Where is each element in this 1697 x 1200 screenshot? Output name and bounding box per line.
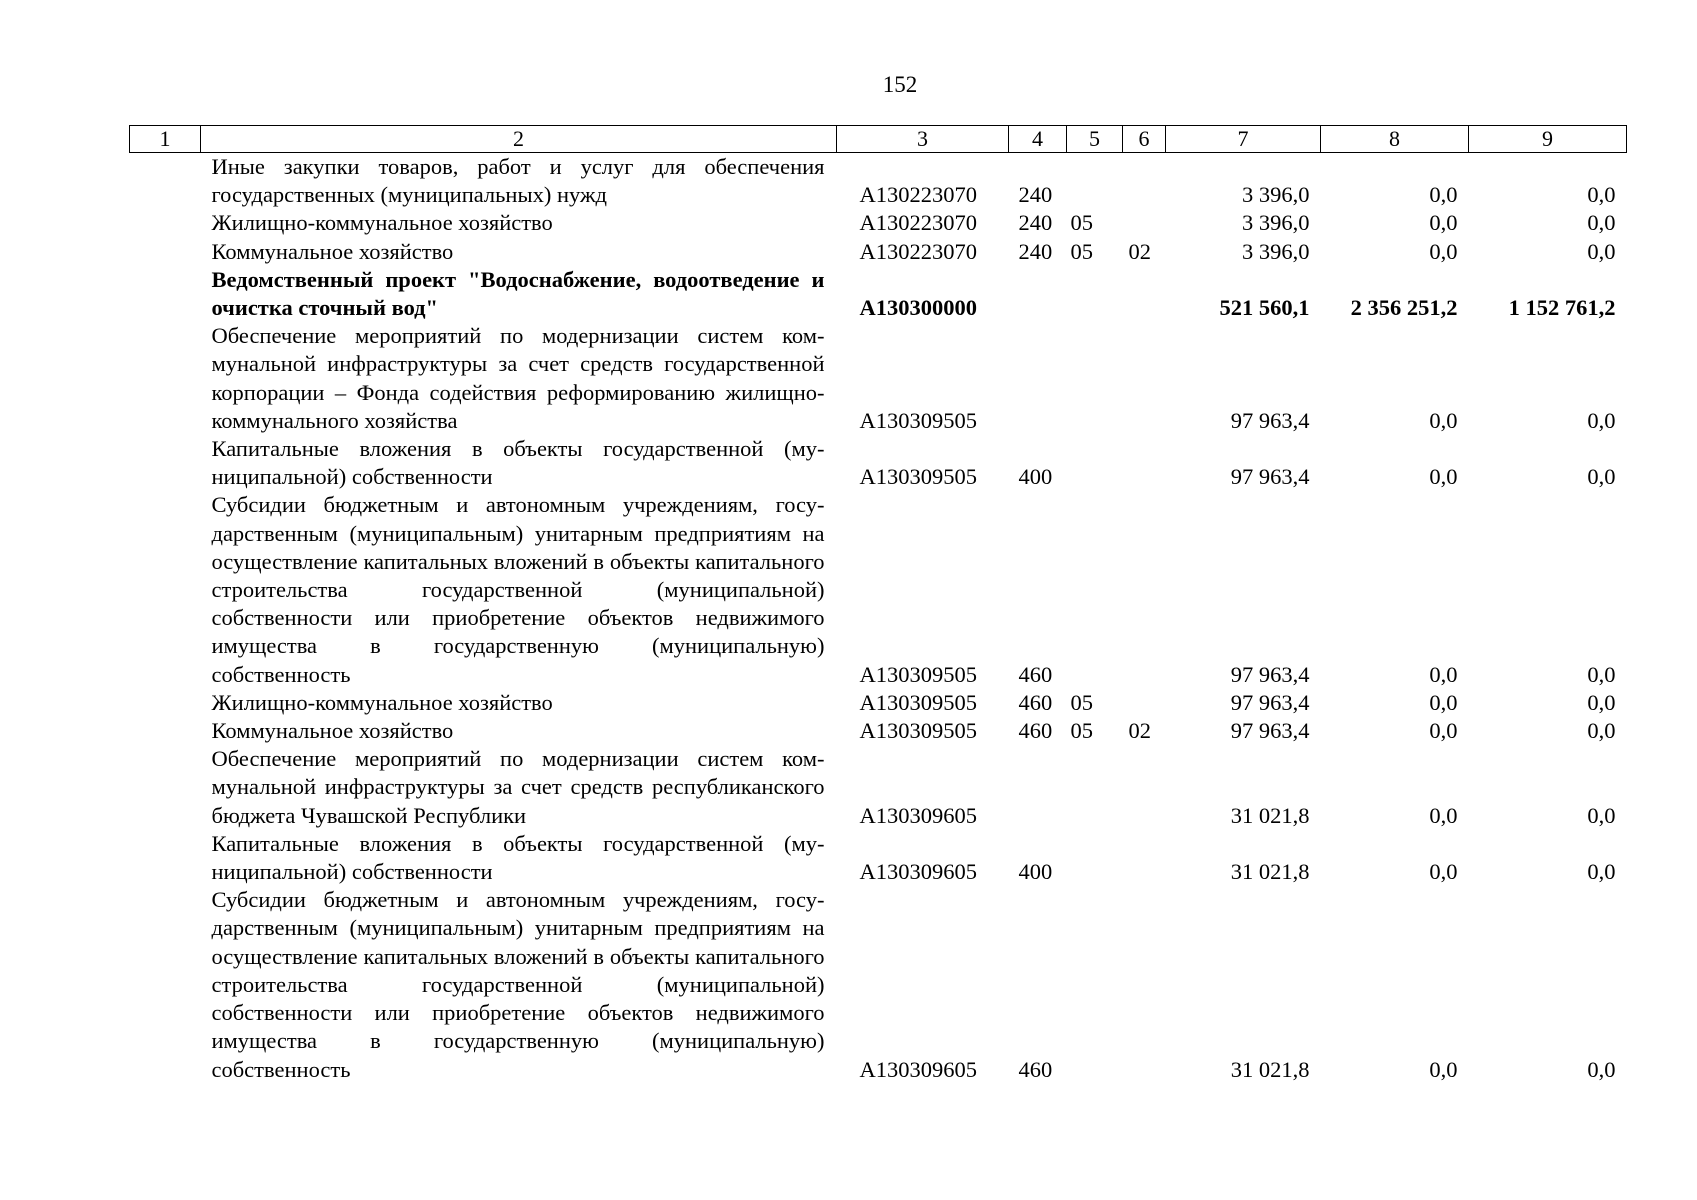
table-row: [130, 238, 1627, 266]
expense-group-cell: 460: [1018, 1056, 1053, 1082]
amount-year3-cell: 0,0: [1587, 210, 1616, 236]
amount-year3-cell: 0,0: [1587, 238, 1616, 264]
amount-year3-cell: 0,0: [1587, 464, 1616, 490]
section-cell: [1067, 153, 1123, 210]
row-number-cell: [130, 209, 201, 237]
subsection-cell: [1123, 322, 1166, 435]
table-body: [130, 153, 1627, 1084]
table-row: [130, 689, 1627, 717]
column-header-2: 2: [201, 126, 837, 153]
item-name-cell: Субсидии бюджетным и автономным учреждениям, государственным (муниципальным) унитарным предприятиям на осуществление капитальных вложений в объекты капитального строительства государственной (муниципальной) собственности или приобретение объектов недвижимого имущества в государственную (муниципальную) собственность: [211, 492, 825, 687]
subsection-cell: [1123, 266, 1166, 322]
row-number-cell: [130, 830, 201, 886]
target-code-cell: А130300000: [859, 295, 977, 321]
amount-year3-cell: 0,0: [1587, 182, 1616, 208]
amount-year2-cell: 0,0: [1429, 238, 1458, 264]
amount-year2-cell: 0,0: [1429, 210, 1458, 236]
subsection-cell: [1123, 153, 1166, 210]
expense-group-cell: 400: [1018, 464, 1053, 490]
section-cell: [1067, 322, 1123, 435]
amount-year1-cell: 31 021,8: [1230, 802, 1310, 828]
column-header-9: 9: [1469, 126, 1627, 153]
target-code-cell: А130223070: [859, 238, 977, 264]
section-cell: 05: [1070, 210, 1093, 236]
row-number-cell: [130, 435, 201, 491]
budget-table: [129, 125, 1627, 1084]
column-header-4: 4: [1009, 126, 1067, 153]
table-row: [130, 745, 1627, 830]
subsection-cell: 02: [1128, 238, 1151, 264]
item-name-cell: Капитальные вложения в объекты государственной (муниципальной) собственности: [211, 436, 825, 490]
section-cell: [1067, 491, 1123, 688]
amount-year3-cell: 0,0: [1587, 859, 1616, 885]
column-header-7: 7: [1166, 126, 1321, 153]
item-name-cell: Жилищно-коммунальное хозяйство: [211, 210, 553, 236]
amount-year1-cell: 97 963,4: [1230, 718, 1310, 744]
section-cell: [1067, 745, 1123, 830]
table-row: [130, 886, 1627, 1083]
section-cell: 05: [1070, 238, 1093, 264]
amount-year2-cell: 0,0: [1429, 182, 1458, 208]
target-code-cell: А130309605: [859, 859, 977, 885]
table-row: [130, 209, 1627, 237]
amount-year2-cell: 0,0: [1429, 464, 1458, 490]
column-header-3: 3: [837, 126, 1009, 153]
subsection-cell: [1123, 435, 1166, 491]
target-code-cell: А130223070: [859, 182, 977, 208]
expense-group-cell: [1009, 266, 1067, 322]
row-number-cell: [130, 266, 201, 322]
amount-year3-cell: 0,0: [1587, 1056, 1616, 1082]
amount-year1-cell: 31 021,8: [1230, 859, 1310, 885]
amount-year3-cell: 0,0: [1587, 689, 1616, 715]
section-cell: [1067, 435, 1123, 491]
column-header-8: 8: [1321, 126, 1469, 153]
amount-year1-cell: 97 963,4: [1230, 689, 1310, 715]
amount-year1-cell: 97 963,4: [1230, 661, 1310, 687]
row-number-cell: [130, 745, 201, 830]
subsection-cell: [1123, 689, 1166, 717]
amount-year1-cell: 3 396,0: [1242, 182, 1310, 208]
amount-year1-cell: 3 396,0: [1242, 238, 1310, 264]
expense-group-cell: 240: [1018, 238, 1053, 264]
section-cell: [1067, 886, 1123, 1083]
column-header-5: 5: [1067, 126, 1123, 153]
expense-group-cell: 240: [1018, 210, 1053, 236]
row-number-cell: [130, 886, 201, 1083]
item-name-cell: Капитальные вложения в объекты государственной (муниципальной) собственности: [211, 830, 825, 885]
subsection-cell: [1123, 830, 1166, 886]
expense-group-cell: 400: [1018, 859, 1053, 885]
table-row: [130, 266, 1627, 322]
amount-year2-cell: 2 356 251,2: [1350, 295, 1458, 321]
target-code-cell: А130309505: [859, 661, 977, 687]
amount-year1-cell: 97 963,4: [1230, 464, 1310, 490]
expense-group-cell: 460: [1018, 689, 1053, 715]
subsection-cell: [1123, 491, 1166, 688]
row-number-cell: [130, 153, 201, 210]
subsection-cell: 02: [1128, 718, 1151, 744]
item-name-cell: Обеспечение мероприятий по модернизации систем коммунальной инфраструктуры за счет средств государственной корпорации – Фонда содействия реформированию жилищно-коммунального хозяйства: [211, 323, 825, 433]
amount-year3-cell: 0,0: [1587, 661, 1616, 687]
amount-year2-cell: 0,0: [1429, 661, 1458, 687]
expense-group-cell: 240: [1018, 182, 1053, 208]
target-code-cell: А130309605: [859, 1056, 977, 1082]
amount-year1-cell: 31 021,8: [1230, 1056, 1310, 1082]
amount-year2-cell: 0,0: [1429, 1056, 1458, 1082]
amount-year2-cell: 0,0: [1429, 407, 1458, 433]
item-name-cell: Коммунальное хозяйство: [211, 238, 454, 264]
subsection-cell: [1123, 209, 1166, 237]
item-name-cell: Субсидии бюджетным и автономным учреждениям, государственным (муниципальным) унитарным предприятиям на осуществление капитальных вложений в объекты капитального строительства государственной (муниципальной) собственности или приобретение объектов недвижимого имущества в государственную (муниципальную) собственность: [211, 887, 825, 1082]
section-cell: 05: [1070, 718, 1093, 744]
table-row: [130, 435, 1627, 491]
expense-group-cell: 460: [1018, 661, 1053, 687]
header-row: [130, 126, 1627, 153]
row-number-cell: [130, 322, 201, 435]
expense-group-cell: [1009, 322, 1067, 435]
amount-year2-cell: 0,0: [1429, 859, 1458, 885]
row-number-cell: [130, 717, 201, 745]
column-header-6: 6: [1123, 126, 1166, 153]
subsection-cell: [1123, 745, 1166, 830]
section-cell: [1067, 266, 1123, 322]
row-number-cell: [130, 689, 201, 717]
target-code-cell: А130223070: [859, 210, 977, 236]
item-name-cell: Жилищно-коммунальное хозяйство: [211, 689, 553, 715]
row-number-cell: [130, 238, 201, 266]
item-name-cell: Обеспечение мероприятий по модернизации систем коммунальной инфраструктуры за счет средств республиканского бюджета Чувашской Республики: [211, 746, 825, 828]
amount-year2-cell: 0,0: [1429, 689, 1458, 715]
table-row: [130, 153, 1627, 210]
expense-group-cell: 460: [1018, 718, 1053, 744]
column-header-1: 1: [130, 126, 201, 153]
amount-year1-cell: 3 396,0: [1242, 210, 1310, 236]
amount-year3-cell: 0,0: [1587, 718, 1616, 744]
amount-year3-cell: 0,0: [1587, 802, 1616, 828]
amount-year2-cell: 0,0: [1429, 718, 1458, 744]
item-name-cell: Иные закупки товаров, работ и услуг для обеспечения государственных (муниципальных) нужд: [211, 154, 825, 208]
target-code-cell: А130309505: [859, 718, 977, 744]
page-number: 152: [882, 72, 918, 97]
section-cell: [1067, 830, 1123, 886]
amount-year3-cell: 0,0: [1587, 407, 1616, 433]
amount-year3-cell: 1 152 761,2: [1508, 295, 1616, 321]
target-code-cell: А130309605: [859, 802, 977, 828]
table-row: [130, 322, 1627, 435]
expense-group-cell: [1009, 745, 1067, 830]
row-number-cell: [130, 491, 201, 688]
target-code-cell: А130309505: [859, 464, 977, 490]
section-cell: 05: [1070, 689, 1093, 715]
table-row: [130, 491, 1627, 688]
amount-year1-cell: 521 560,1: [1219, 295, 1310, 321]
target-code-cell: А130309505: [859, 689, 977, 715]
amount-year2-cell: 0,0: [1429, 802, 1458, 828]
amount-year1-cell: 97 963,4: [1230, 407, 1310, 433]
table-row: [130, 717, 1627, 745]
table-row: [130, 830, 1627, 886]
table-header: [130, 126, 1627, 153]
subsection-cell: [1123, 886, 1166, 1083]
item-name-cell: Ведомственный проект "Водоснабжение, водоотведение и очистка сточный вод": [211, 266, 825, 321]
item-name-cell: Коммунальное хозяйство: [211, 718, 454, 744]
target-code-cell: А130309505: [859, 407, 977, 433]
